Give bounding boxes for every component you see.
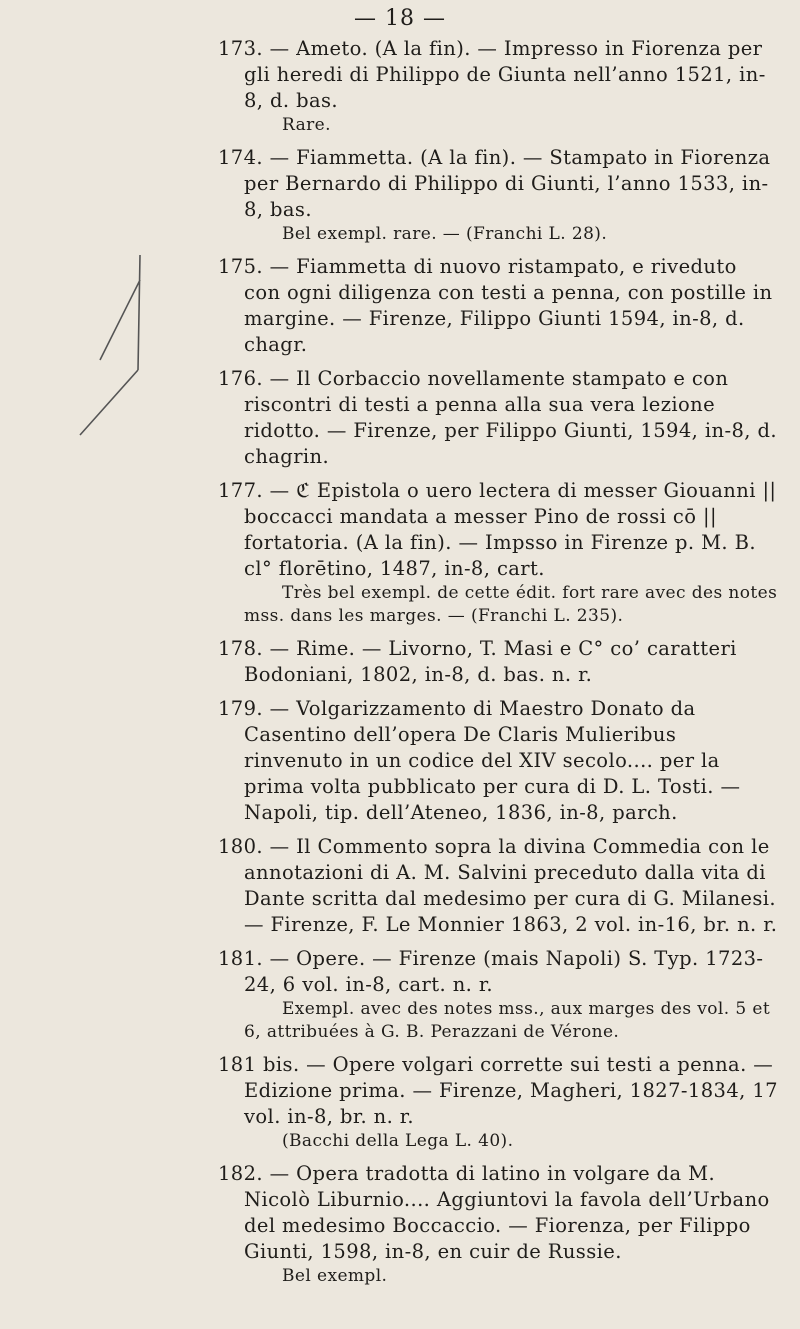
entry-180 [218,834,778,938]
entry-text: 175. — Fiammetta di nuovo ristampato, e riveduto con ogni diligenza con testi a penna, con postille in margine. — Firenze, Filippo Giunti 1594, in-8, d. chagr. [218,255,773,356]
entry-text: 178. — Rime. — Livorno, T. Masi e C° co’ caratteri Bodoniani, 1802, in-8, d. bas. n. r. [218,637,737,686]
entry-179 [218,696,778,826]
pencil-bracket-mark [40,250,170,450]
entry-text: 176. — Il Corbaccio novellamente stampato e con riscontri di testi a penna alla sua vera lezione ridotto. — Firenze, per Filippo Giunti, 1594, in-8, d. chagrin. [218,367,777,468]
entry-note: Bel exempl. [282,1266,388,1286]
entry-175 [218,254,778,358]
entry-177 [218,478,778,628]
entry-174 [218,145,778,246]
entry-note: Rare. [282,115,331,135]
entries-list [218,36,778,1296]
entry-178 [218,636,778,688]
entry-text: 177. — ℭ Epistola o uero lectera di messer Giouanni || boccacci mandata a messer Pino de rossi cō || fortatoria. (A la fin). — Impsso in Firenze p. M. B. cl° florētino, 1487, in-8, cart. [218,479,777,580]
entry-text: 182. — Opera tradotta di latino in volgare da M. Nicolò Liburnio.... Aggiuntovi la favola dell’Urbano del medesimo Boccaccio. — Fiorenza, per Filippo Giunti, 1598, in-8, en cuir de Russie. [218,1162,770,1263]
entry-text: 173. — Ameto. (A la fin). — Impresso in Fiorenza per gli heredi di Philippo de Giunta nell’anno 1521, in-8, d. bas. [218,37,766,112]
entry-note: Bel exempl. rare. — (Franchi L. 28). [282,224,608,244]
entry-text: 180. — Il Commento sopra la divina Commedia con le annotazioni di A. M. Salvini preceduto dalla vita di Dante scritta dal medesimo per cura di G. Milanesi. — Firenze, F. Le Monnier 1863, 2 vol. in-16, br. n. r. [218,835,778,936]
page-number: — 18 — [354,6,446,31]
entry-182 [218,1161,778,1288]
entry-text: 181 bis. — Opere volgari corrette sui testi a penna. — Edizione prima. — Firenze, Magheri, 1827-1834, 17 vol. in-8, br. n. r. [218,1053,778,1128]
entry-text: 174. — Fiammetta. (A la fin). — Stampato in Fiorenza per Bernardo di Philippo di Giunti, l’anno 1533, in-8, bas. [218,146,771,221]
entry-note: Exempl. avec des notes mss., aux marges des vol. 5 et 6, attribuées à G. B. Perazzani de Vérone. [244,999,771,1042]
entry-note: Très bel exempl. de cette édit. fort rare avec des notes mss. dans les marges. — (Franchi L. 235). [244,583,778,626]
entry-text: 181. — Opere. — Firenze (mais Napoli) S. Typ. 1723-24, 6 vol. in-8, cart. n. r. [218,947,764,996]
entry-181-bis [218,1052,778,1153]
entry-text: 179. — Volgarizzamento di Maestro Donato da Casentino dell’opera De Claris Mulieribus rinvenuto in un codice del XIV secolo.... per la prima volta pubblicato per cura di D. L. Tosti. — Napoli, tip. dell’Ateneo, 1836, in-8, parch. [218,697,741,824]
entry-176 [218,366,778,470]
entry-181 [218,946,778,1044]
entry-173 [218,36,778,137]
entry-note: (Bacchi della Lega L. 40). [282,1131,514,1151]
